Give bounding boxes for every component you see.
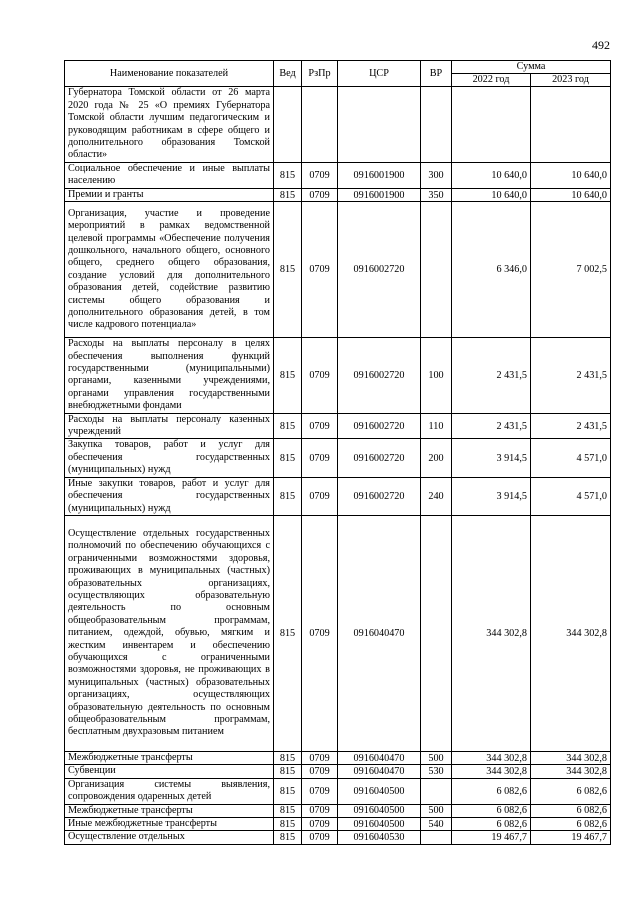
table-row [65, 202, 611, 338]
table-row [65, 804, 611, 817]
row-csr: 0916001900 [338, 163, 421, 189]
header-ved: Вед [274, 61, 302, 87]
row-sum-2023: 344 302,8 [531, 765, 611, 778]
row-ved: 815 [274, 751, 302, 764]
row-csr: 0916002720 [338, 439, 421, 477]
row-vr: 300 [421, 163, 452, 189]
row-sum-2023: 6 082,6 [531, 817, 611, 830]
row-ved: 815 [274, 202, 302, 338]
row-sum-2023: 7 002,5 [531, 202, 611, 338]
header-rzpr: РзПр [302, 61, 338, 87]
row-ved: 815 [274, 413, 302, 439]
table-row [65, 87, 611, 163]
header-year-2023: 2023 год [531, 74, 611, 87]
row-vr [421, 515, 452, 751]
row-sum-2023: 4 571,0 [531, 477, 611, 515]
row-ved: 815 [274, 188, 302, 201]
row-csr: 0916040470 [338, 751, 421, 764]
row-sum-2023: 19 467,7 [531, 831, 611, 844]
row-sum-2022: 344 302,8 [452, 751, 531, 764]
table-row [65, 413, 611, 439]
row-csr: 0916002720 [338, 477, 421, 515]
row-vr: 110 [421, 413, 452, 439]
row-csr [338, 87, 421, 163]
row-csr: 0916002720 [338, 202, 421, 338]
table-row [65, 439, 611, 477]
row-csr: 0916002720 [338, 338, 421, 413]
row-name: Премии и гранты [65, 188, 274, 201]
row-sum-2023: 344 302,8 [531, 751, 611, 764]
row-sum-2022 [452, 87, 531, 163]
row-csr: 0916001900 [338, 188, 421, 201]
page-number: 492 [592, 38, 610, 52]
row-rzpr [302, 87, 338, 163]
row-sum-2023: 6 082,6 [531, 778, 611, 804]
row-name: Иные межбюджетные трансферты [65, 817, 274, 830]
row-rzpr: 0709 [302, 202, 338, 338]
row-ved: 815 [274, 439, 302, 477]
row-name: Межбюджетные трансферты [65, 804, 274, 817]
row-vr [421, 87, 452, 163]
row-ved: 815 [274, 804, 302, 817]
row-csr: 0916040470 [338, 765, 421, 778]
row-rzpr: 0709 [302, 817, 338, 830]
row-rzpr: 0709 [302, 778, 338, 804]
row-vr: 100 [421, 338, 452, 413]
row-name: Губернатора Томской области от 26 марта 2020 года № 25 «О премиях Губернатора Томской области лучшим педагогическим и руководящим работникам в сфере общего и дополнительного образования Томской области» [65, 87, 274, 163]
row-sum-2022: 2 431,5 [452, 413, 531, 439]
row-rzpr: 0709 [302, 439, 338, 477]
row-rzpr: 0709 [302, 831, 338, 844]
row-sum-2022: 344 302,8 [452, 515, 531, 751]
row-name: Организация, участие и проведение мероприятий в рамках ведомственной целевой программы «Обеспечение получения дошкольного, начального общего, основного общего, среднего общего образования, создание условий для дополнительного образования детей, содействие развитию системы общего образования и дополнительного образования детей, в том числе кадрового потенциала» [65, 202, 274, 338]
row-ved: 815 [274, 765, 302, 778]
row-rzpr: 0709 [302, 765, 338, 778]
table-row [65, 817, 611, 830]
row-sum-2023: 344 302,8 [531, 515, 611, 751]
table-row [65, 188, 611, 201]
row-ved: 815 [274, 515, 302, 751]
row-vr: 530 [421, 765, 452, 778]
row-sum-2022: 344 302,8 [452, 765, 531, 778]
header-name: Наименование показателей [65, 61, 274, 87]
row-csr: 0916040500 [338, 804, 421, 817]
row-csr: 0916002720 [338, 413, 421, 439]
budget-table [64, 60, 611, 845]
row-sum-2022: 6 082,6 [452, 804, 531, 817]
row-sum-2023: 10 640,0 [531, 163, 611, 189]
row-name: Осуществление отдельных государственных полномочий по обеспечению обучающихся с ограниченными возможностями здоровья, проживающих в муниципальных (частных) образовательных организациях, осуществляющих образовательную деятельность по основным общеобразовательным программам, питанием, одеждой, обувью, мягким и жестким инвентарем и обеспечению обучающихся с ограниченными возможностями здоровья, не проживающих в муниципальных (частных) образовательных организациях, осуществляющих образовательную деятельность по основным общеобразовательным программам, бесплатным двухразовым питанием [65, 515, 274, 751]
row-vr [421, 778, 452, 804]
row-ved: 815 [274, 477, 302, 515]
row-csr: 0916040470 [338, 515, 421, 751]
row-vr: 540 [421, 817, 452, 830]
row-name: Закупка товаров, работ и услуг для обеспечения государственных (муниципальных) нужд [65, 439, 274, 477]
row-name: Расходы на выплаты персоналу казенных учреждений [65, 413, 274, 439]
row-rzpr: 0709 [302, 751, 338, 764]
row-rzpr: 0709 [302, 804, 338, 817]
row-ved [274, 87, 302, 163]
header-sum: Сумма [452, 61, 611, 74]
row-sum-2022: 6 082,6 [452, 778, 531, 804]
row-csr: 0916040500 [338, 778, 421, 804]
row-sum-2023: 2 431,5 [531, 338, 611, 413]
row-rzpr: 0709 [302, 515, 338, 751]
table-row [65, 338, 611, 413]
row-sum-2023: 10 640,0 [531, 188, 611, 201]
row-ved: 815 [274, 338, 302, 413]
row-vr: 240 [421, 477, 452, 515]
row-ved: 815 [274, 163, 302, 189]
row-rzpr: 0709 [302, 163, 338, 189]
row-rzpr: 0709 [302, 188, 338, 201]
header-year-2022: 2022 год [452, 74, 531, 87]
row-sum-2023: 2 431,5 [531, 413, 611, 439]
row-vr: 200 [421, 439, 452, 477]
row-sum-2022: 6 346,0 [452, 202, 531, 338]
row-ved: 815 [274, 817, 302, 830]
row-rzpr: 0709 [302, 338, 338, 413]
row-sum-2022: 6 082,6 [452, 817, 531, 830]
row-rzpr: 0709 [302, 413, 338, 439]
row-name: Организация системы выявления, сопровождения одаренных детей [65, 778, 274, 804]
table-row [65, 477, 611, 515]
row-vr: 500 [421, 804, 452, 817]
row-csr: 0916040500 [338, 817, 421, 830]
row-sum-2022: 2 431,5 [452, 338, 531, 413]
row-csr: 0916040530 [338, 831, 421, 844]
row-sum-2022: 3 914,5 [452, 477, 531, 515]
table-row [65, 831, 611, 844]
table-row [65, 163, 611, 189]
row-sum-2023 [531, 87, 611, 163]
row-sum-2022: 3 914,5 [452, 439, 531, 477]
row-vr: 350 [421, 188, 452, 201]
table-row [65, 778, 611, 804]
row-name: Субвенции [65, 765, 274, 778]
row-sum-2022: 10 640,0 [452, 163, 531, 189]
row-rzpr: 0709 [302, 477, 338, 515]
row-ved: 815 [274, 778, 302, 804]
row-vr [421, 831, 452, 844]
row-vr: 500 [421, 751, 452, 764]
table-row [65, 751, 611, 764]
row-name: Расходы на выплаты персоналу в целях обеспечения выполнения функций государственными (муниципальными) органами, казенными учреждениями, органами управления государственными внебюджетными фондами [65, 338, 274, 413]
row-sum-2022: 19 467,7 [452, 831, 531, 844]
row-ved: 815 [274, 831, 302, 844]
row-name: Межбюджетные трансферты [65, 751, 274, 764]
row-sum-2022: 10 640,0 [452, 188, 531, 201]
row-sum-2023: 4 571,0 [531, 439, 611, 477]
header-csr: ЦСР [338, 61, 421, 87]
header-vr: ВР [421, 61, 452, 87]
row-name: Иные закупки товаров, работ и услуг для обеспечения государственных (муниципальных) нужд [65, 477, 274, 515]
row-sum-2023: 6 082,6 [531, 804, 611, 817]
table-row [65, 765, 611, 778]
row-name: Осуществление отдельных [65, 831, 274, 844]
table-row [65, 515, 611, 751]
row-name: Социальное обеспечение и иные выплаты населению [65, 163, 274, 189]
row-vr [421, 202, 452, 338]
